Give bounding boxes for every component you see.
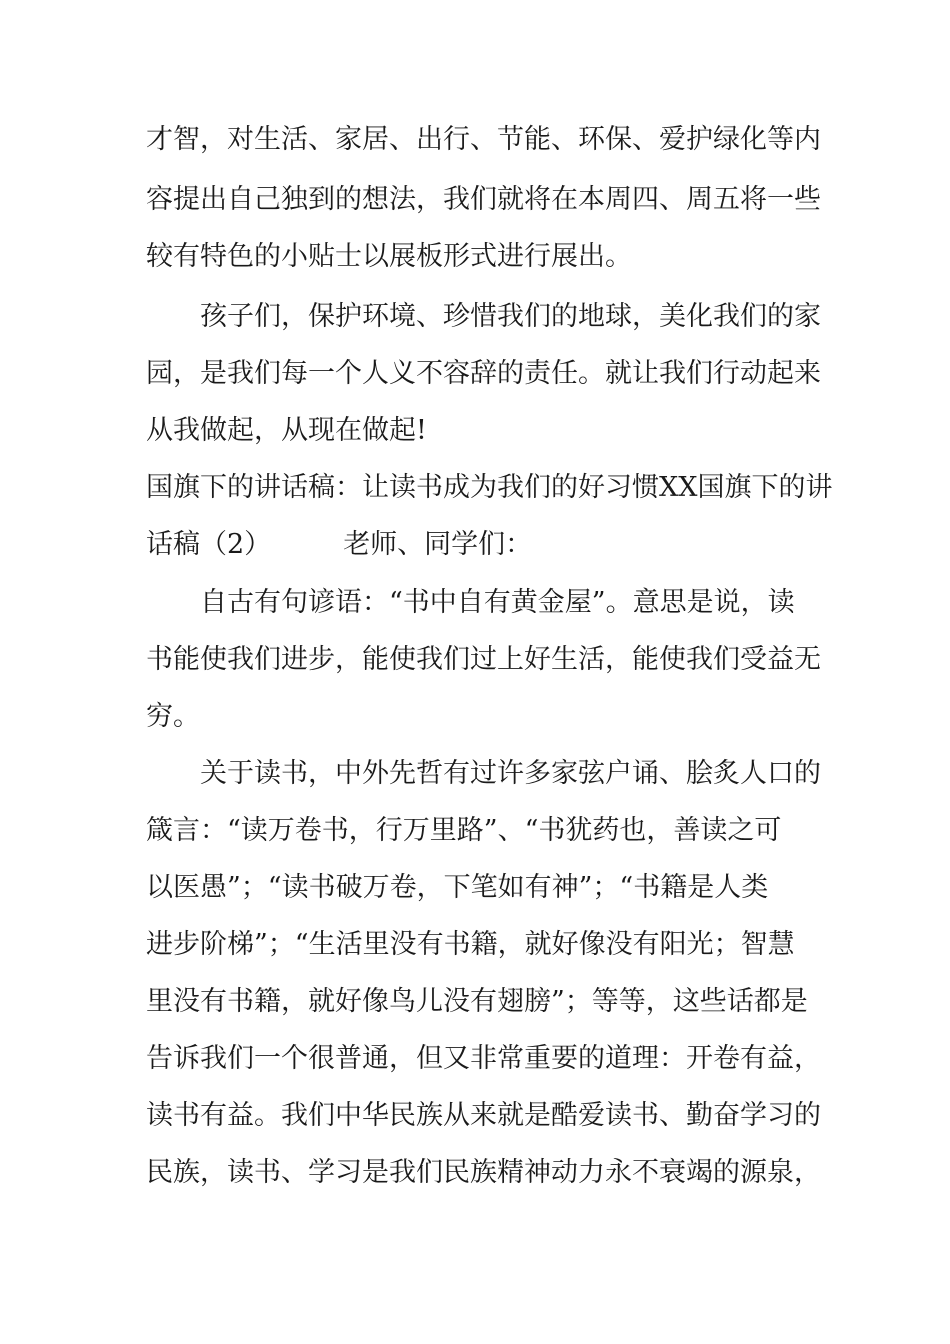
paragraph-first-line: 孩子们，保护环境、珍惜我们的地球，美化我们的家 [200,301,821,332]
paragraph-first-line: 自古有句谚语：“书中自有黄金屋”。意思是说，读 [200,587,795,618]
paragraph-first-line: 关于读书，中外先哲有过许多家弦户诵、脍炙人口的 [200,758,821,789]
text-line: 容提出自己独到的想法，我们就将在本周四、周五将一些 [146,184,821,215]
text-line: 较有特色的小贴士以展板形式进行展出。 [146,241,632,272]
text-line: 以医愚”；“读书破万卷，下笔如有神”；“书籍是人类 [146,872,769,903]
speech-title-line: 国旗下的讲话稿：让读书成为我们的好习惯XX国旗下的讲 [146,472,833,503]
text-line: 箴言：“读万卷书，行万里路”、“书犹药也，善读之可 [146,815,782,846]
text-line: 穷。 [146,701,200,732]
salutation: 老师、同学们： [343,529,533,560]
speech-title-line [146,525,816,565]
text-line: 才智，对生活、家居、出行、节能、环保、爱护绿化等内 [146,124,821,155]
speech-title-suffix: 话稿（2） [146,529,272,560]
text-line: 进步阶梯”；“生活里没有书籍，就好像没有阳光；智慧 [146,929,795,960]
text-line: 从我做起，从现在做起! [146,415,427,446]
text-line: 里没有书籍，就好像鸟儿没有翅膀”；等等，这些话都是 [146,986,808,1017]
text-line: 园，是我们每一个人义不容辞的责任。就让我们行动起来 [146,358,821,389]
text-line: 读书有益。我们中华民族从来就是酷爱读书、勤奋学习的 [146,1100,821,1131]
text-line: 民族，读书、学习是我们民族精神动力永不衰竭的源泉， [146,1157,821,1188]
text-line: 书能使我们进步，能使我们过上好生活，能使我们受益无 [146,644,821,675]
text-line: 告诉我们一个很普通，但又非常重要的道理：开卷有益， [146,1043,821,1074]
